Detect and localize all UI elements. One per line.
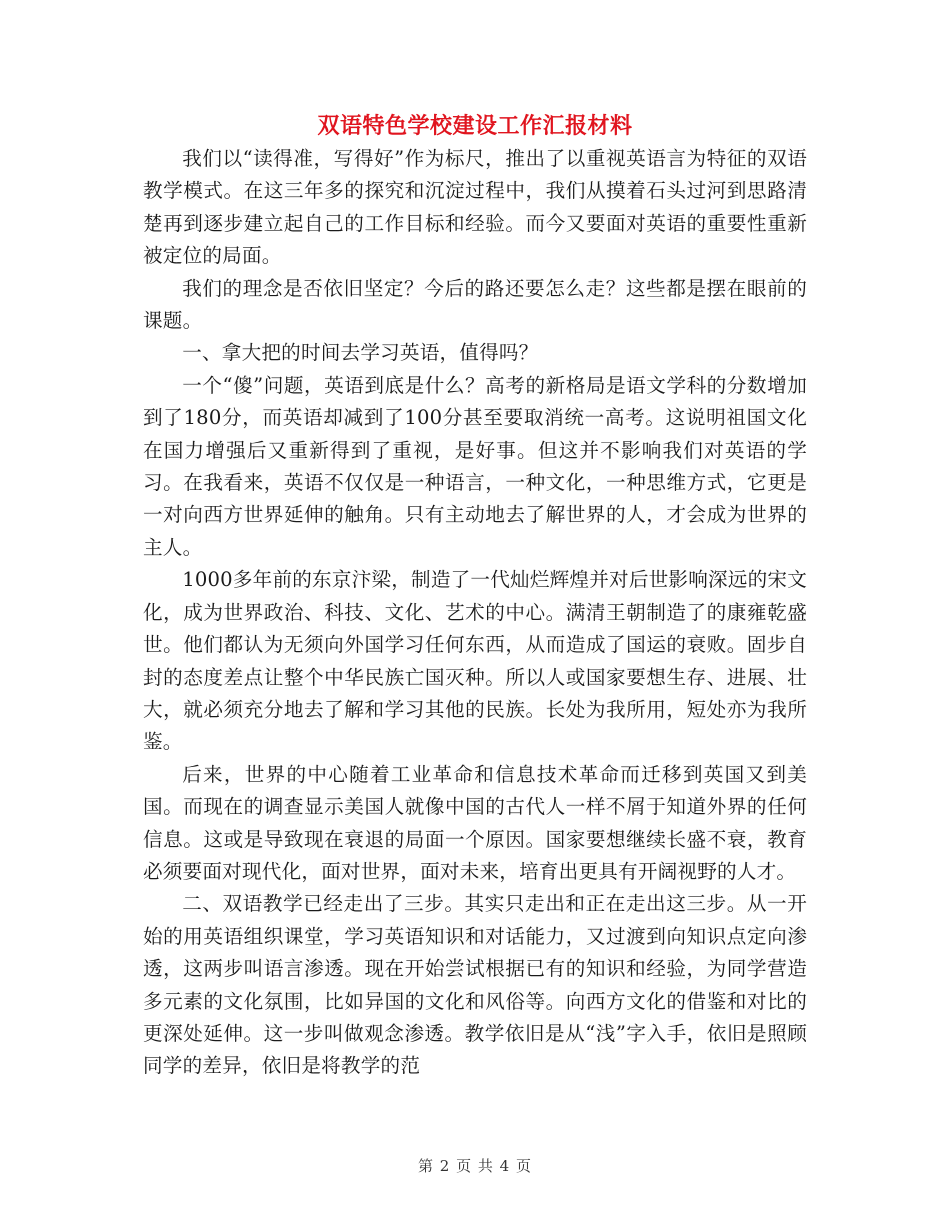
paragraph: 后来，世界的中心随着工业革命和信息技术革命而迁移到英国又到美国。而现在的调查显示美国人就像中国的古代人一样不屑于知道外界的任何信息。这或是导致现在衰退的局面一个原因。国家要想继续长盛不衰，教育必须要面对现代化，面对世界，面对未来，培育出更具有开阔视野的人才。 [143,762,807,883]
paragraph: 我们的理念是否依旧坚定？今后的路还要怎么走？这些都是摆在眼前的课题。 [143,276,807,333]
paragraph: 一个“傻”问题，英语到底是什么？高考的新格局是语文学科的分数增加到了180分，而英语却减到了100分甚至要取消统一高考。这说明祖国文化在国力增强后又重新得到了重视，是好事。但这并不影响我们对英语的学习。在我看来，英语不仅仅是一种语言，一种文化，一种思维方式，它更是一对向西方世界延伸的触角。只有主动地去了解世界的人，才会成为世界的主人。 [143,373,807,559]
page-footer: 第 2 页 共 4 页 [418,1157,532,1175]
document-body [143,143,807,1083]
paragraph: 二、双语教学已经走出了三步。其实只走出和正在走出这三步。从一开始的用英语组织课堂，学习英语知识和对话能力，又过渡到向知识点定向渗透，这两步叫语言渗透。现在开始尝试根据已有的知识和经验，为同学营造多元素的文化氛围，比如异国的文化和风俗等。向西方文化的借鉴和对比的更深处延伸。这一步叫做观念渗透。教学依旧是从“浅”字入手，依旧是照顾同学的差异，依旧是将教学的范 [143,892,807,1078]
paragraph: 1000多年前的东京汴梁，制造了一代灿烂辉煌并对后世影响深远的宋文化，成为世界政治、科技、文化、艺术的中心。满清王朝制造了的康雍乾盛世。他们都认为无须向外国学习任何东西，从而造成了国运的衰败。固步自封的态度差点让整个中华民族亡国灭种。所以人或国家要想生存、进展、壮大，就必须充分地去了解和学习其他的民族。长处为我所用，短处亦为我所鉴。 [143,568,807,754]
document-title: 双语特色学校建设工作汇报材料 [317,113,633,139]
paragraph: 我们以“读得准，写得好”作为标尺，推出了以重视英语言为特征的双语教学模式。在这三年多的探究和沉淀过程中，我们从摸着石头过河到思路清楚再到逐步建立起自己的工作目标和经验。而今又要面对英语的重要性重新被定位的局面。 [143,147,807,268]
section-heading: 一、拿大把的时间去学习英语，值得吗？ [182,341,539,365]
